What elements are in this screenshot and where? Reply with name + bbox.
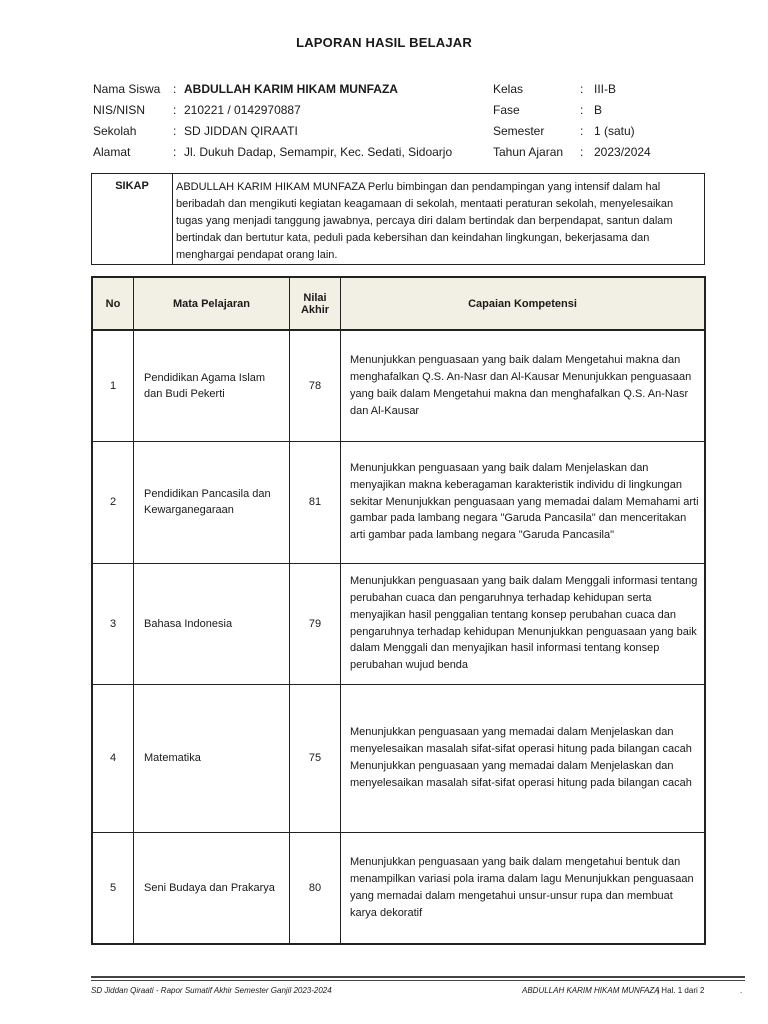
row-nilai: 75 xyxy=(290,684,341,832)
colon: : xyxy=(580,103,584,117)
row-capaian: Menunjukkan penguasaan yang memadai dalam Menjelaskan dan menyelesaikan masalah sifat-sifat operasi hitung pada bilangan cacah Menunjukkan penguasaan yang memadai dalam Menjelaskan dan menyelesaikan masalah sifat-sifat operasi hitung pada bilangan cacah xyxy=(341,684,706,832)
colon: : xyxy=(173,103,177,117)
row-mapel: Matematika xyxy=(134,684,290,832)
footer-line-thick xyxy=(91,976,745,978)
row-nilai: 79 xyxy=(290,563,341,684)
table-row xyxy=(92,563,705,684)
table-row xyxy=(92,441,705,563)
info-row-alamat xyxy=(93,142,493,163)
table-row xyxy=(92,832,705,944)
table-row xyxy=(92,330,705,441)
row-mapel: Seni Budaya dan Prakarya xyxy=(134,832,290,944)
colon: : xyxy=(580,145,584,159)
table-row xyxy=(92,684,705,832)
table-header-row xyxy=(92,277,705,330)
sekolah-value: SD JIDDAN QIRAATI xyxy=(184,124,298,138)
info-row-tahun xyxy=(493,142,733,163)
colon: : xyxy=(173,82,177,96)
info-row-fase xyxy=(493,100,733,121)
semester-label: Semester xyxy=(493,124,545,138)
kelas-label: Kelas xyxy=(493,82,524,96)
nama-value: ABDULLAH KARIM HIKAM MUNFAZA xyxy=(184,82,398,96)
fase-value: B xyxy=(594,103,603,117)
sikap-box xyxy=(91,173,705,265)
header-no: No xyxy=(92,277,134,330)
info-row-sekolah xyxy=(93,121,493,142)
nama-label: Nama Siswa xyxy=(93,82,161,96)
info-row-nis xyxy=(93,100,493,121)
fase-label: Fase xyxy=(493,103,520,117)
header-nilai-line2: Akhir xyxy=(300,303,330,316)
footer-dot: . xyxy=(740,986,743,995)
row-no: 3 xyxy=(92,563,134,684)
info-row-kelas xyxy=(493,79,733,100)
report-title: LAPORAN HASIL BELAJAR xyxy=(296,35,472,50)
alamat-value: Jl. Dukuh Dadap, Semampir, Kec. Sedati, Sidoarjo xyxy=(184,145,453,159)
colon: : xyxy=(173,124,177,138)
sikap-text: ABDULLAH KARIM HIKAM MUNFAZA Perlu bimbingan dan pendampingan yang intensif dalam hal beribadah dan mengikuti kegiatan keagamaan di sekolah, mentaati peraturan sekolah, menyelesaikan tugas yang menjadi tanggung jawabnya, percaya diri dalam bertindak dan berpendapat, santun dalam bertindak dan bertutur kata, peduli pada kebersihan dan keindahan lingkungan, bekerjasama dan menghargai pendapat orang lain. xyxy=(176,181,674,261)
footer-page-number: | Hal. 1 dari 2 xyxy=(657,986,705,995)
row-capaian: Menunjukkan penguasaan yang baik dalam Menjelaskan dan menyajikan makna keberagaman karakteristik individu di lingkungan sekitar Menunjukkan penguasaan yang memadai dalam Memahami arti gambar pada lambang negara "Garuda Pancasila" dan menceritakan arti gambar pada lambang negara "Garuda Pancasila" xyxy=(341,441,706,563)
row-no: 2 xyxy=(92,441,134,563)
grades-table xyxy=(91,276,706,945)
sekolah-label: Sekolah xyxy=(93,124,137,138)
colon: : xyxy=(580,82,584,96)
row-no: 4 xyxy=(92,684,134,832)
alamat-label: Alamat xyxy=(93,145,131,159)
row-capaian: Menunjukkan penguasaan yang baik dalam Menggali informasi tentang perubahan cuaca dan pengaruhnya terhadap kehidupan serta menyajikan hasil penggalian tentang konsep perubahan cuaca dan pengaruhnya terhadap kehidupan Menunjukkan penguasaan yang baik dalam Menggali dan menyajikan hasil informasi tentang konsep perubahan wujud benda xyxy=(341,563,706,684)
info-row-nama xyxy=(93,79,493,100)
info-row-semester xyxy=(493,121,733,142)
row-nilai: 80 xyxy=(290,832,341,944)
row-mapel: Pendidikan Pancasila dan Kewarganegaraan xyxy=(134,441,290,563)
student-info-right xyxy=(493,79,733,163)
row-nilai: 81 xyxy=(290,441,341,563)
student-info-left xyxy=(93,79,493,163)
nis-label: NIS/NISN xyxy=(93,103,146,117)
header-nilai xyxy=(290,277,341,330)
colon: : xyxy=(173,145,177,159)
row-mapel: Bahasa Indonesia xyxy=(134,563,290,684)
tahun-value: 2023/2024 xyxy=(594,145,651,159)
tahun-label: Tahun Ajaran xyxy=(493,145,564,159)
header-nilai-line1: Nilai xyxy=(303,291,327,304)
header-mapel: Mata Pelajaran xyxy=(134,277,290,330)
colon: : xyxy=(580,124,584,138)
row-capaian: Menunjukkan penguasaan yang baik dalam Mengetahui makna dan menghafalkan Q.S. An-Nasr dan Al-Kausar Menunjukkan penguasaan yang baik dalam Mengetahui makna dan menghafalkan Q.S. An-Nasr dan Al-Kausar xyxy=(341,330,706,441)
kelas-value: III-B xyxy=(594,82,617,96)
sikap-label: SIKAP xyxy=(92,174,173,264)
footer-divider xyxy=(91,976,745,981)
footer-school: SD Jiddan Qiraati - Rapor Sumatif Akhir Semester Ganjil 2023-2024 xyxy=(91,986,332,995)
footer-line-thin xyxy=(91,980,745,981)
row-no: 1 xyxy=(92,330,134,441)
semester-value: 1 (satu) xyxy=(594,124,635,138)
footer-student: ABDULLAH KARIM HIKAM MUNFAZA xyxy=(522,986,660,995)
row-no: 5 xyxy=(92,832,134,944)
row-nilai: 78 xyxy=(290,330,341,441)
nis-value: 210221 / 0142970887 xyxy=(184,103,301,117)
row-mapel: Pendidikan Agama Islam dan Budi Pekerti xyxy=(134,330,290,441)
header-capaian: Capaian Kompetensi xyxy=(341,277,706,330)
row-capaian: Menunjukkan penguasaan yang baik dalam mengetahui bentuk dan menampilkan variasi pola irama dalam lagu Menunjukkan penguasaan yang memadai dalam mengetahui unsur-unsur rupa dan membuat karya dekoratif xyxy=(341,832,706,944)
